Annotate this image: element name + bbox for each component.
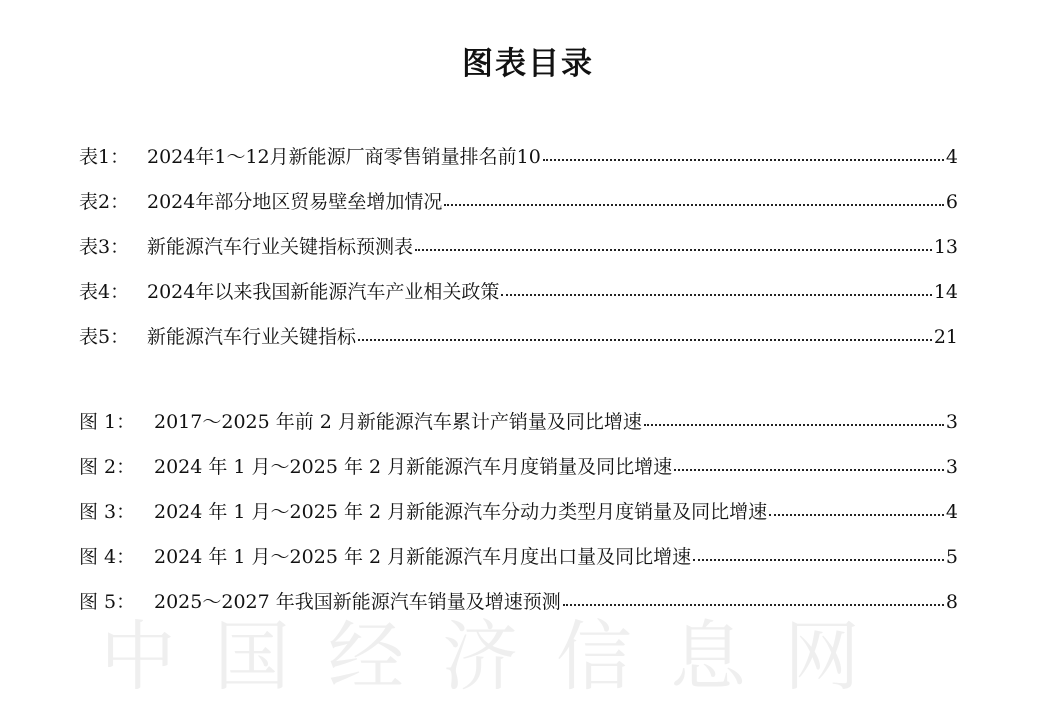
toc-title: 2024 年 1 月～2025 年 2 月新能源汽车月度销量及同比增速 — [154, 456, 673, 478]
toc-entry-table-3[interactable] — [79, 233, 958, 278]
dot-leader — [644, 408, 944, 428]
toc-page-number: 8 — [945, 591, 958, 613]
toc-page-number: 4 — [945, 146, 958, 168]
toc-entry-table-4[interactable] — [79, 278, 958, 323]
dot-leader — [543, 143, 944, 163]
toc-label: 图 5： — [79, 591, 136, 613]
toc-title: 2025～2027 年我国新能源汽车销量及增速预测 — [154, 591, 561, 613]
toc-title: 2024 年 1 月～2025 年 2 月新能源汽车分动力类型月度销量及同比增速 — [154, 501, 768, 523]
dot-leader — [501, 278, 931, 298]
toc-entry-figure-3[interactable] — [79, 498, 958, 543]
toc-page-number: 13 — [933, 236, 958, 258]
toc-page-number: 3 — [945, 411, 958, 433]
toc-label: 表1： — [79, 146, 130, 168]
toc-entry-table-1[interactable] — [79, 143, 958, 188]
toc-title: 2024 年 1 月～2025 年 2 月新能源汽车月度出口量及同比增速 — [154, 546, 692, 568]
toc-title: 新能源汽车行业关键指标 — [147, 326, 357, 348]
toc-entry-table-2[interactable] — [79, 188, 958, 233]
dot-leader — [693, 543, 944, 563]
toc-title: 2024年1～12月新能源厂商零售销量排名前10 — [147, 146, 541, 168]
toc-label: 表2： — [79, 191, 130, 213]
toc-page-number: 5 — [945, 546, 958, 568]
toc-label: 图 1： — [79, 411, 136, 433]
table-list — [79, 143, 958, 368]
dot-leader — [674, 453, 944, 473]
toc-entry-figure-2[interactable] — [79, 453, 958, 498]
toc-page-number: 14 — [933, 281, 958, 303]
toc-title: 2017～2025 年前 2 月新能源汽车累计产销量及同比增速 — [154, 411, 642, 433]
toc-entry-figure-1[interactable] — [79, 408, 958, 453]
toc-label: 表4： — [79, 281, 130, 303]
toc-title: 新能源汽车行业关键指标预测表 — [147, 236, 414, 258]
toc-page-number: 6 — [945, 191, 958, 213]
toc-page-number: 21 — [933, 326, 958, 348]
dot-leader — [769, 498, 944, 518]
figure-list — [79, 408, 958, 633]
dot-leader — [415, 233, 932, 253]
toc-label: 表5： — [79, 326, 130, 348]
toc-page-number: 4 — [945, 501, 958, 523]
toc-page-number: 3 — [945, 456, 958, 478]
toc-label: 图 4： — [79, 546, 136, 568]
toc-label: 图 3： — [79, 501, 136, 523]
toc-entry-figure-5[interactable] — [79, 588, 958, 633]
toc-label: 表3： — [79, 236, 130, 258]
toc-label: 图 2： — [79, 456, 136, 478]
dot-leader — [444, 188, 944, 208]
dot-leader — [358, 323, 932, 343]
toc-entry-figure-4[interactable] — [79, 543, 958, 588]
toc-title: 2024年部分地区贸易壁垒增加情况 — [147, 191, 443, 213]
toc-entry-table-5[interactable] — [79, 323, 958, 368]
watermark: 中国经济信息网 — [100, 612, 898, 701]
dot-leader — [563, 588, 944, 608]
toc-title: 2024年以来我国新能源汽车产业相关政策 — [147, 281, 500, 303]
page-title: 图表目录 — [462, 46, 594, 82]
